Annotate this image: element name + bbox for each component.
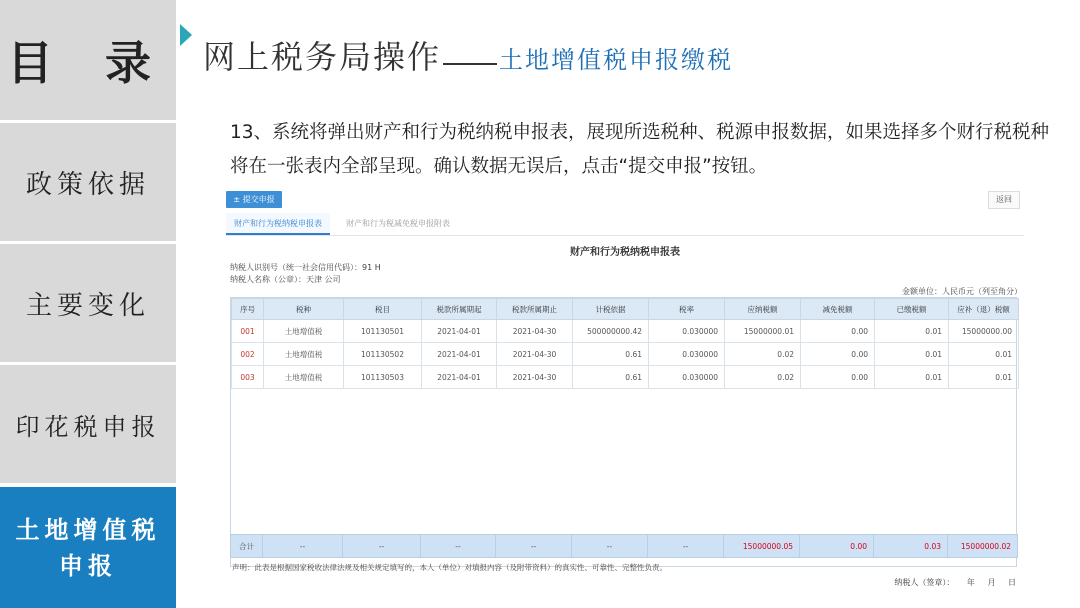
submit-declaration-button[interactable]: ± 提交申报 <box>226 191 282 208</box>
sidebar-item-land-vat[interactable]: 土地增值税申报 <box>0 487 176 608</box>
cell: 0.030000 <box>649 366 725 389</box>
cell: 15000000.00 <box>949 320 1019 343</box>
table-row[interactable] <box>232 366 1019 389</box>
total-cell: 合计 <box>231 535 263 558</box>
total-cell: -- <box>572 535 648 558</box>
cell: 2021-04-01 <box>422 343 497 366</box>
cell: 0.01 <box>875 343 949 366</box>
header-cell: 税率 <box>649 299 725 320</box>
cell: 0.01 <box>949 366 1019 389</box>
header-cell: 应补（退）税额 <box>949 299 1019 320</box>
table-header-row <box>232 299 1019 320</box>
amount-unit: 金额单位：人民币元（列至角分） <box>902 287 1022 296</box>
cell: 2021-04-01 <box>422 366 497 389</box>
tab-relief-schedule[interactable]: 财产和行为税减免税申报附表 <box>346 219 450 228</box>
cell: 003 <box>232 366 264 389</box>
signature-line: 纳税人（签章）： 年 月 日 <box>894 578 1016 587</box>
title-dash <box>443 63 497 65</box>
cell: 0.01 <box>875 320 949 343</box>
declaration-table <box>230 297 1017 567</box>
total-cell: 15000000.05 <box>724 535 800 558</box>
cell: 101130501 <box>344 320 422 343</box>
header-cell: 减免税额 <box>801 299 875 320</box>
sidebar <box>0 0 176 608</box>
cell: 2021-04-01 <box>422 320 497 343</box>
sidebar-item-main-changes[interactable]: 主要变化 <box>0 244 176 362</box>
cell: 001 <box>232 320 264 343</box>
sidebar-item-policy-basis[interactable]: 政策依据 <box>0 123 176 241</box>
cell: 0.01 <box>949 343 1019 366</box>
header-cell: 税目 <box>344 299 422 320</box>
cell: 土地增值税 <box>264 343 344 366</box>
cell: 002 <box>232 343 264 366</box>
header-cell: 税种 <box>264 299 344 320</box>
total-cell: -- <box>421 535 496 558</box>
header-cell: 已缴税额 <box>875 299 949 320</box>
cell: 0.030000 <box>649 343 725 366</box>
triangle-arrow-icon <box>180 24 192 46</box>
cell: 0.61 <box>573 366 649 389</box>
total-row <box>230 534 1018 558</box>
header-cell: 应纳税额 <box>725 299 801 320</box>
cell: 土地增值税 <box>264 320 344 343</box>
header-cell: 税款所属期起 <box>422 299 497 320</box>
cell: 0.00 <box>801 320 875 343</box>
cell: 0.61 <box>573 343 649 366</box>
page-title <box>203 32 733 78</box>
total-cell: -- <box>496 535 572 558</box>
total-cell: -- <box>263 535 343 558</box>
total-cell: -- <box>343 535 421 558</box>
cell: 0.00 <box>801 343 875 366</box>
table-row[interactable] <box>232 343 1019 366</box>
form-title: 财产和行为税纳税申报表 <box>570 247 680 258</box>
back-button[interactable]: 返回 <box>988 191 1020 209</box>
cell: 0.030000 <box>649 320 725 343</box>
header-cell: 计税依据 <box>573 299 649 320</box>
header-cell: 税款所属期止 <box>497 299 573 320</box>
cell: 2021-04-30 <box>497 343 573 366</box>
total-cell: -- <box>648 535 724 558</box>
declaration-note: 声明：此表是根据国家税收法律法规及相关规定填写的，本人（单位）对填报内容（及附带资料）的真实性、可靠性、完整性负责。 <box>232 563 667 572</box>
sidebar-item-stamp-tax[interactable]: 印花税申报 <box>0 365 176 483</box>
cell: 0.02 <box>725 366 801 389</box>
cell: 101130503 <box>344 366 422 389</box>
step-description: 13、系统将弹出财产和行为税纳税申报表，展现所选税种、税源申报数据，如果选择多个财行税税种将在一张表内全部呈现。确认数据无误后，点击“提交申报”按钮。 <box>230 122 1050 177</box>
cell: 0.01 <box>875 366 949 389</box>
taxpayer-name: 纳税人名称（公章）：天津 公司 <box>230 275 341 284</box>
tab-bar <box>226 213 1024 236</box>
sidebar-item-contents[interactable]: 目 录 <box>0 0 176 120</box>
cell: 0.00 <box>801 366 875 389</box>
cell: 500000000.42 <box>573 320 649 343</box>
cell: 土地增值税 <box>264 366 344 389</box>
cell: 101130502 <box>344 343 422 366</box>
table-row[interactable] <box>232 320 1019 343</box>
taxpayer-id: 纳税人识别号（统一社会信用代码）：91 H <box>230 263 381 272</box>
total-cell: 15000000.02 <box>948 535 1018 558</box>
header-cell: 序号 <box>232 299 264 320</box>
embedded-screenshot <box>226 187 1024 593</box>
cell: 2021-04-30 <box>497 366 573 389</box>
cell: 2021-04-30 <box>497 320 573 343</box>
total-cell: 0.00 <box>800 535 874 558</box>
cell: 0.02 <box>725 343 801 366</box>
title-sub: 土地增值税申报缴税 <box>499 46 734 74</box>
title-main: 网上税务局操作 <box>203 38 442 76</box>
tab-declaration-form[interactable]: 财产和行为税纳税申报表 <box>226 213 330 235</box>
cell: 15000000.01 <box>725 320 801 343</box>
total-cell: 0.03 <box>874 535 948 558</box>
